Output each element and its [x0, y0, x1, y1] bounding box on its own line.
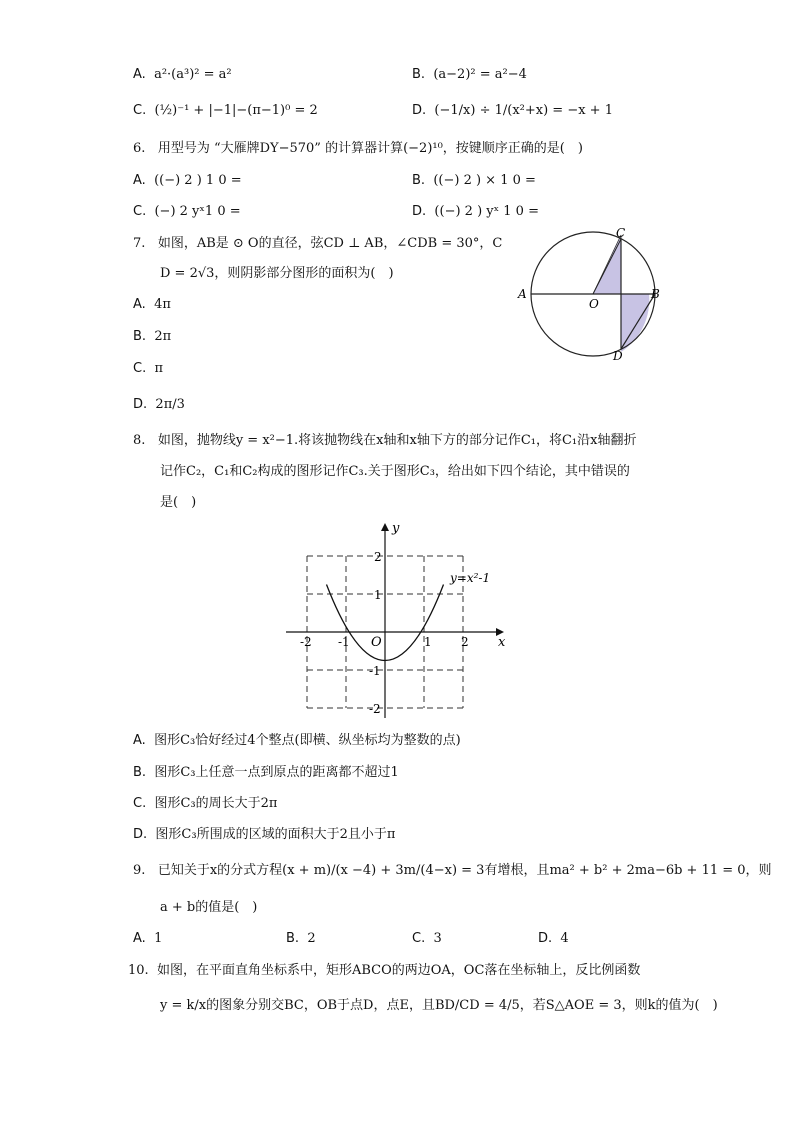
q7-circle-figure	[515, 222, 665, 367]
option-text: 4	[560, 931, 569, 946]
option-label: D.	[133, 827, 148, 842]
option-label: D.	[412, 204, 427, 219]
x-tick-label: -1	[338, 635, 350, 649]
q7-option-d[interactable]	[133, 396, 185, 414]
q7-option-c[interactable]	[133, 360, 163, 378]
point-label-a: A	[518, 287, 527, 301]
option-label: B.	[133, 765, 147, 780]
question-text: 已知关于x的分式方程(x + m)/(x −4) + 3m/(4−x) = 3有增根，且ma² + b² + 2ma−6b + 11 = 0，则	[157, 863, 772, 878]
q5-option-c[interactable]	[133, 102, 318, 120]
q6-stem	[133, 140, 583, 158]
option-text: ((−) 2 ) 1 0 =	[154, 173, 242, 188]
question-number: 9.	[133, 863, 146, 878]
q7-stem-line1	[133, 235, 502, 253]
option-text: 1	[154, 931, 163, 946]
option-text: 4π	[154, 297, 171, 312]
option-label: A.	[133, 297, 146, 312]
q10-stem-line2: y = k/x的图象分别交BC，OB于点D，点E，且BD/CD = 4/5，若S△AOE = 3，则k的值为( )	[160, 998, 718, 1013]
q6-option-d[interactable]	[412, 203, 539, 221]
q8-stem-line2: 记作C₂，C₁和C₂构成的图形记作C₃.关于图形C₃，给出如下四个结论，其中错误的	[160, 464, 630, 479]
option-label: C.	[133, 361, 147, 376]
option-label: C.	[133, 103, 147, 118]
option-label: B.	[412, 173, 426, 188]
point-label-b: B	[651, 287, 660, 301]
option-label: C.	[133, 796, 147, 811]
option-label: C.	[133, 204, 147, 219]
q9-option-b[interactable]	[286, 930, 316, 948]
option-label: D.	[133, 397, 148, 412]
q8-stem-line1	[133, 432, 636, 450]
x-tick-label: 1	[424, 635, 432, 649]
option-text: 2π/3	[155, 397, 185, 412]
point-label-c: C	[616, 226, 626, 240]
q8-option-b[interactable]	[133, 764, 399, 782]
question-number: 6.	[133, 141, 146, 156]
option-text: (½)⁻¹ + |−1|−(π−1)⁰ = 2	[154, 103, 318, 118]
question-number: 7.	[133, 236, 146, 251]
option-text: ((−) 2 ) × 1 0 =	[433, 173, 536, 188]
curve-label: y=x²-1	[450, 571, 491, 585]
option-text: 图形C₃上任意一点到原点的距离都不超过1	[154, 765, 399, 780]
option-text: π	[154, 361, 164, 376]
point-label-o: O	[589, 297, 599, 311]
option-text: 图形C₃恰好经过4个整点(即横、纵坐标均为整数的点)	[154, 733, 461, 748]
option-text: a²·(a³)² = a²	[154, 67, 232, 82]
point-label-d: D	[613, 349, 623, 363]
question-text: 如图，AB是 ⊙ O的直径，弦CD ⊥ AB，∠CDB = 30°，C	[157, 236, 503, 251]
q8-option-d[interactable]	[133, 826, 395, 844]
option-text: 图形C₃的周长大于2π	[154, 796, 278, 811]
y-tick-label: 2	[374, 550, 382, 564]
question-number: 8.	[133, 433, 146, 448]
option-text: 图形C₃所围成的区域的面积大于2且小于π	[155, 827, 396, 842]
q9-option-a[interactable]	[133, 930, 162, 948]
option-text: 3	[433, 931, 442, 946]
option-text: (a−2)² = a²−4	[433, 67, 527, 82]
option-text: ((−) 2 ) yˣ 1 0 =	[434, 204, 539, 219]
y-tick-label: -1	[369, 664, 381, 678]
option-label: A.	[133, 67, 146, 82]
option-label: D.	[412, 103, 427, 118]
q8-stem-line3: 是( )	[160, 495, 197, 510]
x-axis-label: x	[498, 635, 506, 650]
q7-stem-line2: D = 2√3，则阴影部分图形的面积为( )	[160, 266, 394, 281]
q7-option-a[interactable]	[133, 296, 171, 314]
q5-option-b[interactable]	[412, 66, 527, 84]
shaded-sector	[621, 294, 649, 352]
y-tick-label: -2	[369, 702, 381, 716]
q9-option-c[interactable]	[412, 930, 442, 948]
option-text: (−1/x) ÷ 1/(x²+x) = −x + 1	[434, 103, 613, 118]
option-label: B.	[412, 67, 426, 82]
option-label: C.	[412, 931, 426, 946]
q7-option-b[interactable]	[133, 328, 171, 346]
option-label: D.	[538, 931, 553, 946]
option-label: B.	[286, 931, 300, 946]
option-text: (−) 2 yˣ1 0 =	[154, 204, 241, 219]
option-text: 2π	[154, 329, 172, 344]
question-number: 10.	[128, 963, 149, 978]
q5-option-d[interactable]	[412, 102, 613, 120]
x-tick-label: 2	[461, 635, 469, 649]
q6-option-a[interactable]	[133, 172, 242, 190]
option-label: A.	[133, 931, 146, 946]
question-text: 如图，在平面直角坐标系中，矩形ABCO的两边OA，OC落在坐标轴上，反比例函数	[156, 963, 641, 978]
q9-stem-line1	[133, 862, 772, 880]
y-axis-arrow	[381, 523, 389, 531]
q10-stem-line1	[128, 962, 640, 980]
q5-option-a[interactable]	[133, 66, 232, 84]
x-tick-label: -2	[300, 635, 312, 649]
origin-label: O	[371, 635, 382, 650]
q8-parabola-figure	[280, 518, 515, 723]
option-label: A.	[133, 733, 146, 748]
q9-stem-line2: a + b的值是( )	[160, 900, 258, 915]
y-axis-label: y	[392, 521, 400, 536]
q8-option-a[interactable]	[133, 732, 461, 750]
question-text: 如图，抛物线y = x²−1.将该抛物线在x轴和x轴下方的部分记作C₁，将C₁沿x轴翻折	[157, 433, 637, 448]
q6-option-b[interactable]	[412, 172, 536, 190]
q8-option-c[interactable]	[133, 795, 277, 813]
q6-option-c[interactable]	[133, 203, 241, 221]
y-tick-label: 1	[374, 588, 382, 602]
q9-option-d[interactable]	[538, 930, 569, 948]
option-label: A.	[133, 173, 146, 188]
option-text: 2	[307, 931, 316, 946]
option-label: B.	[133, 329, 147, 344]
question-text: 用型号为 “大雁牌DY−570” 的计算器计算(−2)¹⁰，按键顺序正确的是( )	[157, 141, 583, 156]
